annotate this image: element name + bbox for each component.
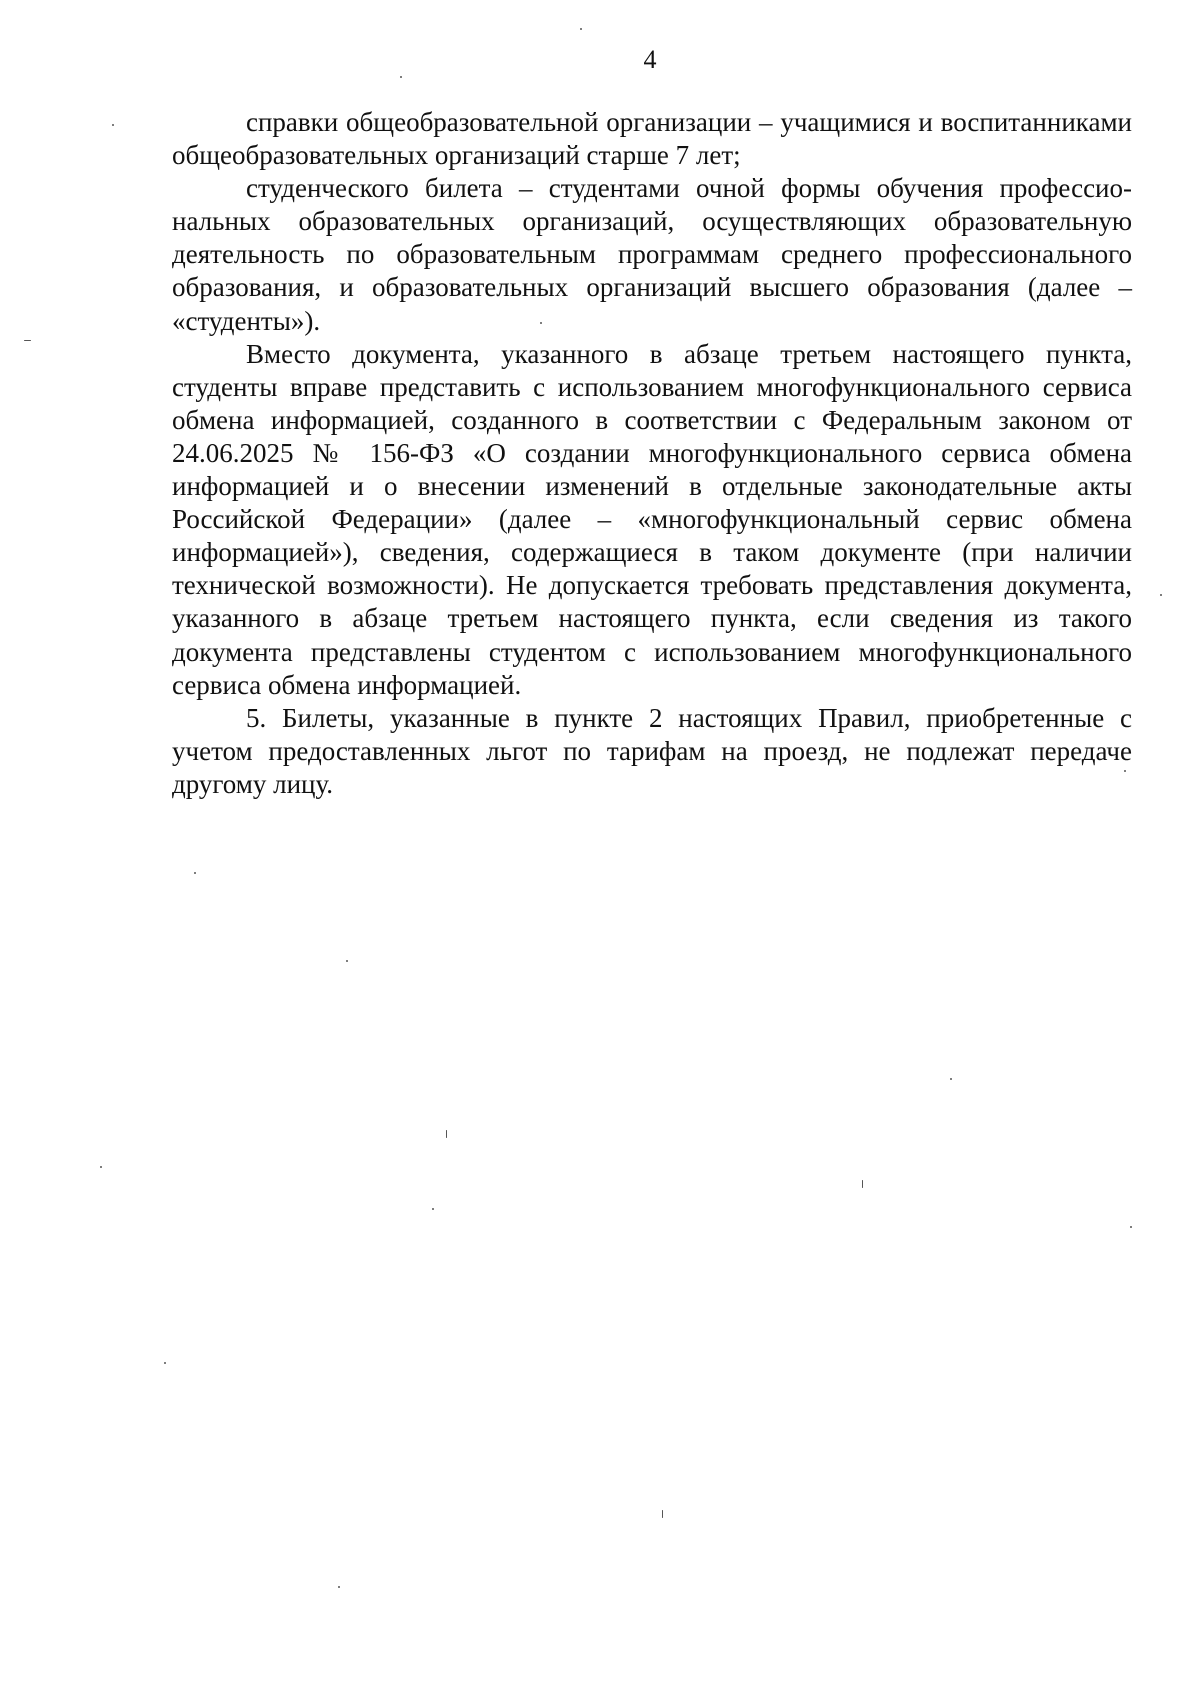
paragraph-ticket-transfer: 5. Билеты, указанные в пункте 2 настоящих Правил, приобретенные с учетом предоставленных льгот по тарифам на проезд, не подлежат передаче другому лицу. xyxy=(172,702,1132,799)
scan-speck xyxy=(1124,770,1126,772)
scan-speck xyxy=(1160,594,1162,596)
scan-speck xyxy=(24,340,31,341)
document-body xyxy=(172,106,1132,801)
scan-speck xyxy=(338,1586,340,1588)
scan-speck xyxy=(164,1362,166,1364)
paragraph-student-card: студенческого билета – студентами очной формы обучения профессиональных образовательных организаций, осуществляющих образовательную деятельность по образовательным программам среднего профессионального образования, и образовательных организаций высшего образования (далее – «студенты»). xyxy=(172,173,1132,336)
scan-speck xyxy=(950,1078,952,1080)
scan-speck xyxy=(194,872,196,874)
scan-speck xyxy=(580,28,582,30)
paragraph-school-certificate: справки общеобразовательной организации – учащимися и воспитанниками общеобразовательных организаций старше 7 лет; xyxy=(172,107,1132,171)
scan-speck xyxy=(446,1130,447,1138)
scan-speck xyxy=(1130,1226,1132,1228)
scan-speck xyxy=(346,960,348,962)
paragraph-document-alternative: Вместо документа, указанного в абзаце третьем настоящего пункта, студенты вправе представить с использованием многофункционального сервиса обмена информацией, созданного в соответствии с Федеральным законом от 24.06.2025 № 156-ФЗ «О создании многофункционального сервиса обмена информацией и о внесении изменений в отдельные законодательные акты Российской Федерации» (далее – «многофункциональный сервис обмена информацией»), сведения, содержащиеся в таком документе (при наличии технической возможности). Не допускается требовать представления документа, указанного в абзаце третьем настоящего пункта, если сведения из такого документа представлены студентом с использованием многофункционального сервиса обмена информацией. xyxy=(172,338,1132,700)
scan-speck xyxy=(662,1510,663,1518)
scan-speck xyxy=(432,1208,434,1210)
scan-speck xyxy=(862,1180,863,1188)
page-number: 4 xyxy=(643,45,657,74)
scan-speck xyxy=(100,1166,102,1168)
scan-speck xyxy=(540,322,542,324)
scan-speck xyxy=(400,76,402,78)
scan-speck xyxy=(112,124,114,126)
